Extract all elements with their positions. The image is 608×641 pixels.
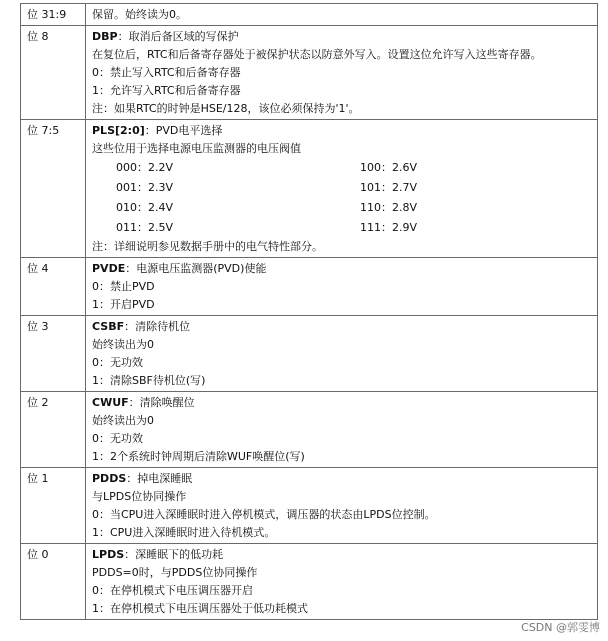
bit-cell [21,392,86,468]
field-name: DBP [92,30,118,43]
desc-cell [86,258,598,316]
threshold-item: 010：2.4V [116,201,174,214]
table-row [21,392,598,468]
bit-cell [21,26,86,120]
bit-cell [21,4,86,26]
desc-line: 始终读出为0 [92,338,154,351]
desc-line: 0：禁止写入RTC和后备寄存器 [92,66,241,79]
bit-cell [21,316,86,392]
bit-label: 位 2 [27,396,49,409]
desc-line: 0：无功效 [92,356,143,369]
threshold-item: 110：2.8V [360,201,418,214]
field-title: ：清除待机位 [124,320,191,333]
field-heading [92,394,591,412]
watermark: CSDN @郭雯博 [521,621,600,634]
note-line: 注：详细说明参见数据手册中的电气特性部分。 [92,240,323,253]
desc-line: 始终读出为0 [92,414,154,427]
threshold-column-right [360,158,417,238]
bit-label: 位 1 [27,472,49,485]
field-title: ：PVD电平选择 [144,124,223,137]
desc-cell [86,468,598,544]
desc-line: 在复位后，RTC和后备寄存器处于被保护状态以防意外写入。设置这位允许写入这些寄存器。 [92,48,542,61]
field-title: ：取消后备区域的写保护 [117,30,239,43]
field-heading [92,122,591,140]
desc-line: 1：开启PVD [92,298,155,311]
threshold-item: 011：2.5V [116,221,174,234]
field-name: PDDS [92,472,127,485]
threshold-item: 100：2.6V [360,161,418,174]
desc-line: 与LPDS位协同操作 [92,490,187,503]
field-title: ：清除唤醒位 [128,396,195,409]
field-heading [92,470,591,488]
table-row [21,120,598,258]
field-name: CWUF [92,396,129,409]
register-table [20,3,598,620]
bit-cell [21,544,86,620]
bit-label: 位 0 [27,548,49,561]
table-row [21,26,598,120]
bit-label: 位 31:9 [27,8,67,21]
field-heading [92,318,591,336]
desc-line: PDDS=0时，与PDDS位协同操作 [92,566,258,579]
table-row [21,544,598,620]
field-heading [92,260,591,278]
table-row [21,258,598,316]
bit-cell [21,258,86,316]
threshold-grid [92,158,591,238]
desc-line: 0：在停机模式下电压调压器开启 [92,584,253,597]
threshold-item: 111：2.9V [360,221,418,234]
field-name: PLS[2:0] [92,124,145,137]
bit-cell [21,468,86,544]
bit-label: 位 7:5 [27,124,60,137]
field-title: ：电源电压监测器(PVD)使能 [125,262,267,275]
desc-cell [86,544,598,620]
threshold-item: 001：2.3V [116,181,174,194]
bit-label: 位 8 [27,30,49,43]
desc-line: 1：CPU进入深睡眠时进入待机模式。 [92,526,276,539]
bit-label: 位 3 [27,320,49,333]
desc-line: 1：2个系统时钟周期后清除WUF唤醒位(写) [92,450,305,463]
bit-label: 位 4 [27,262,49,275]
desc-line: 0：当CPU进入深睡眠时进入停机模式，调压器的状态由LPDS位控制。 [92,508,436,521]
desc-cell [86,316,598,392]
desc-cell [86,4,598,26]
desc-cell [86,26,598,120]
field-title: ：深睡眠下的低功耗 [124,548,224,561]
bit-cell [21,120,86,258]
field-heading [92,28,591,46]
desc-line: 0：禁止PVD [92,280,155,293]
desc-cell [86,120,598,258]
desc-line: 1：清除SBF待机位(写) [92,374,206,387]
desc-line: 1：在停机模式下电压调压器处于低功耗模式 [92,602,308,615]
reserved-text: 保留。始终读为0。 [92,8,187,21]
field-name: PVDE [92,262,126,275]
threshold-item: 101：2.7V [360,181,418,194]
desc-line: 1：允许写入RTC和后备寄存器 [92,84,241,97]
note-line: 注：如果RTC的时钟是HSE/128，该位必须保持为'1'。 [92,102,360,115]
table-row [21,468,598,544]
table-row [21,316,598,392]
field-title: ：掉电深睡眠 [126,472,193,485]
desc-cell [86,392,598,468]
desc-line: 这些位用于选择电源电压监测器的电压阀值 [92,142,301,155]
threshold-item: 000：2.2V [116,161,174,174]
field-name: CSBF [92,320,125,333]
field-name: LPDS [92,548,125,561]
field-heading [92,546,591,564]
threshold-column-left [92,158,360,238]
table-row [21,4,598,26]
desc-line: 0：无功效 [92,432,143,445]
